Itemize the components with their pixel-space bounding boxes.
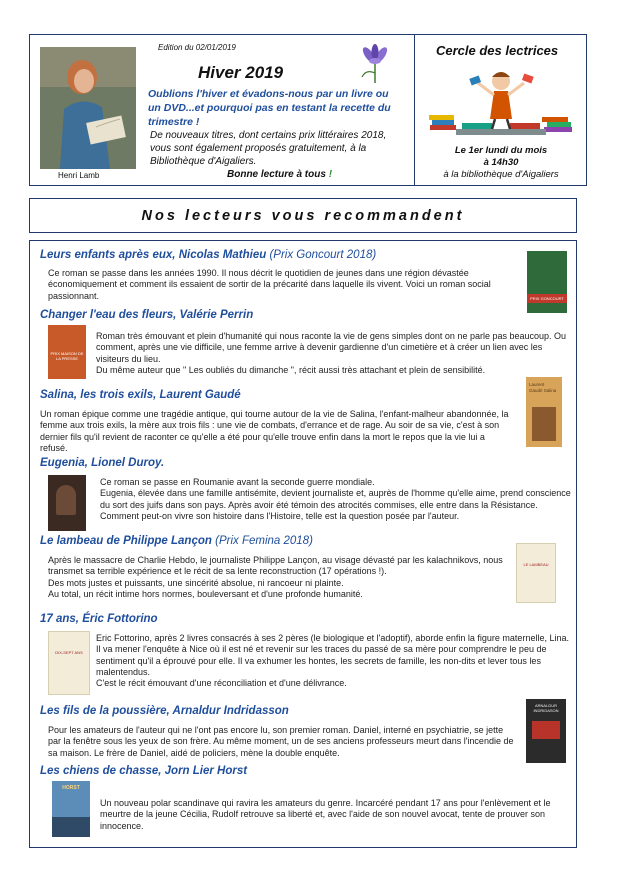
edition-date: Edition du 02/01/2019 [158,43,236,52]
iris-flower-icon [358,43,392,83]
book-cover-6: DIX-SEPT ANS [48,631,90,695]
book-cover-5: LE LAMBEAU [516,543,556,603]
cover-portrait [56,485,76,515]
book-review-6: Eric Fottorino, après 2 livres consacrés à ses 2 pères (le biologique et l'adoptif), aborde enfin la figure maternelle, Lina. Il va mener l'enquête à Nice où il est né et revenir sur les traces du passé de sa mère pour comprendre le peu de sentiment qu'il a éprouvé pour elle. Il va exhumer les hontes, les secrets de famille, les non-dits et lever tous les malentendus. C'est le récit émouvant d'une réconciliation et d'une délivrance. [96,633,569,689]
book-title-5: Le lambeau de Philippe Lançon (Prix Femina 2018) [40,535,313,547]
book-review-7: Pour les amateurs de l'auteur qui ne l'ont pas encore lu, son premier roman. Daniel, interné en psychiatrie, se jette par la fenêtre sous les yeux de son frère. Au même moment, un de ses anciens professeurs meurt dans l'incendie de sa maison. Le frère de Daniel, aidé de policiers, mène la double enquête. [48,725,514,758]
newsletter-header [29,34,587,186]
book-review-5: Après le massacre de Charlie Hebdo, le journaliste Philippe Lançon, au visage dévasté par les kalachnikovs, nous transmet sa terrible expérience et le récit de sa lente reconstruction (17 opérations !). Des mots justes et puissants, une sincérité absolue, ni rancoeur ni plainte. Au total, un récit intime hors normes, bouleversant et d'une profonde humanité. [48,555,503,599]
book-title-2: Changer l'eau des fleurs, Valérie Perrin [40,309,254,321]
book-review-3: Un roman épique comme une tragédie antique, qui tourne autour de la vie de Salina, l'enfant-malheur abandonnée, la femme aux trois exils, la mère aux trois fils : une vie de combats, d'errance et de rage. Au soir de sa vie, c'est à son dernier fils qu'il revient de raconter ce qu'elle a été pour qu'elle trouve enfin dans la mort le repos que la vie lui a refusé. [40,409,509,453]
book-cover-4 [48,475,86,531]
cover-image [532,407,556,441]
book-cover-7: ARNALDUR INDRIDASON [526,699,566,763]
book-list [29,240,577,848]
book-review-4: Ce roman se passe en Roumanie avant la seconde guerre mondiale. Eugenia, élevée dans une famille antisémite, devient journaliste et, auprès de l'homme qu'elle aime, prend conscience du sort des juifs dans son pays. Après avoir été témoin des atrocités commises, elle entre dans la Résistance. Comment peut-on vivre son histoire dans l'Histoire, telle est la question posée par l'auteur. [100,477,571,521]
section-title: Nos lecteurs vous recommandent [29,198,577,233]
closing-line: Bonne lecture à tous ! [227,169,333,180]
cover-image [532,721,560,739]
book-title-1: Leurs enfants après eux, Nicolas Mathieu (Prix Goncourt 2018) [40,249,377,261]
club-title: Cercle des lectrices [436,43,559,58]
book-cover-2: PRIX MAISON DE LA PRESSE [48,325,86,379]
cover-image [52,817,90,837]
book-title-7: Les fils de la poussière, Arnaldur Indridasson [40,705,289,717]
kid-with-books-illustration [426,65,576,139]
book-review-2: Roman très émouvant et plein d'humanité qui nous raconte la vie de gens simples dont on ne parle pas beaucoup. Ou comment, après une vie difficile, une femme arrive à devenir gardienne d'un cimetière et à créer un lien avec les visiteurs du lieu. Du même auteur que " Les oubliés du dimanche ", récit aussi très attachant et plein de sensibilité. [96,331,567,375]
book-cover-1: PRIX GONCOURT [527,251,567,313]
season-title: Hiver 2019 [198,63,284,82]
painting-reading-girl [40,47,136,169]
book-review-8: Un nouveau polar scandinave qui ravira les amateurs du genre. Incarcéré pendant 17 ans pour l'enlèvement et le meurtre de la jeune Cécilia, Rudolf retrouve sa liberté et, avec l'aide de son nouvel avocat, tente de prouver son innocence. [100,798,551,831]
book-cover-3: Laurent Gaudé Salina [526,377,562,447]
painting-caption: Henri Lamb [58,171,100,180]
book-cover-8: HORST [52,781,90,837]
intro-highlight: Oublions l'hiver et évadons-nous par un livre ou un DVD...et pourquoi pas en testant la recette du trimestre ! [148,88,391,128]
book-review-1: Ce roman se passe dans les années 1990. Il nous décrit le quotidien de jeunes dans une région dévastée économiquement et comment ils essaient de sortir de la précarité dans laquelle ils vivent. Voici un roman social passionnant. [48,268,491,301]
book-title-6: 17 ans, Éric Fottorino [40,613,158,625]
book-title-3: Salina, les trois exils, Laurent Gaudé [40,389,241,401]
book-title-8: Les chiens de chasse, Jorn Lier Horst [40,765,248,777]
intro-text: De nouveaux titres, dont certains prix littéraires 2018, vous sont également proposés gratuitement, à la Bibliothèque d'Aigaliers. [150,130,387,167]
book-title-4: Eugenia, Lionel Duroy. [40,457,165,469]
header-divider [414,35,415,185]
meeting-schedule: Le 1er lundi du mois à 14h30 à la bibliothèque d'Aigaliers [443,145,559,180]
